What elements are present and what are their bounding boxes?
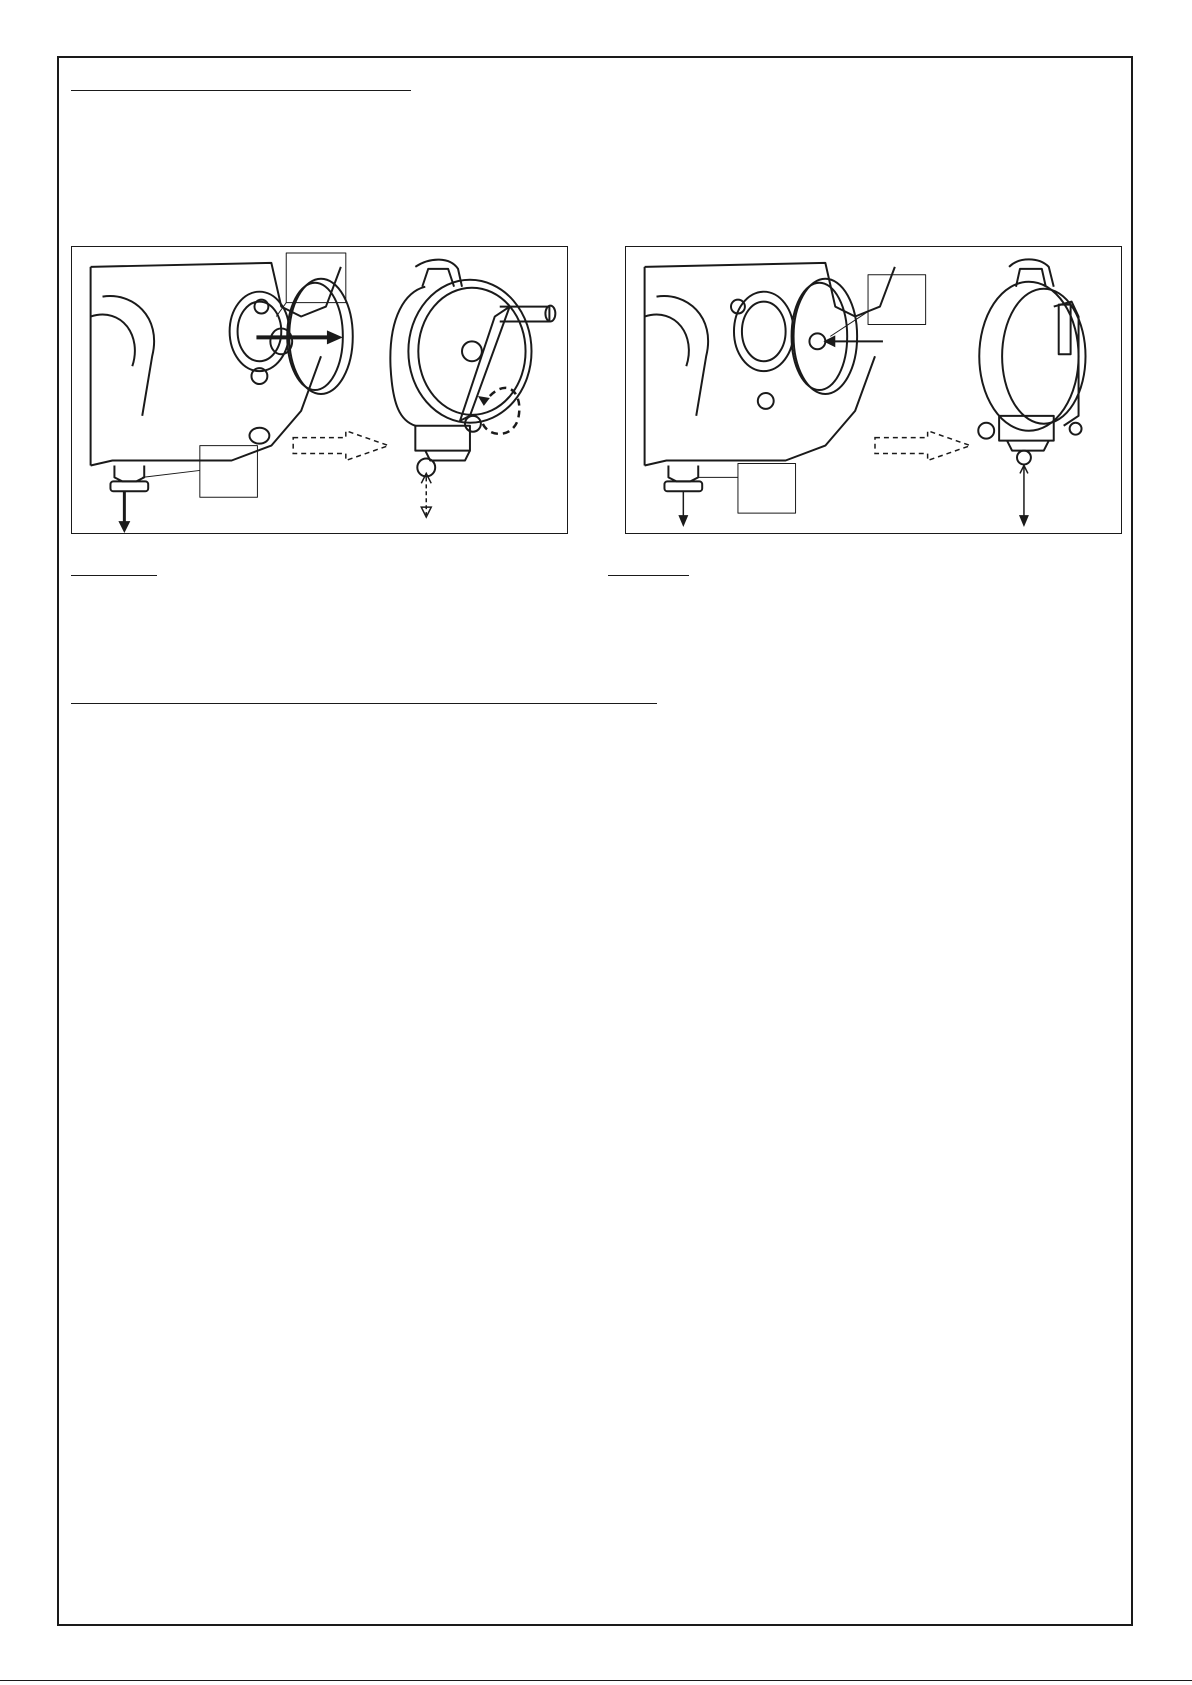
figure-right (625, 246, 1122, 534)
section-heading-2-underline (71, 703, 657, 704)
caption-right-underline (608, 575, 689, 576)
figure-left (71, 246, 568, 534)
caption-left-underline (71, 575, 157, 576)
page-bottom-edge (0, 1680, 1192, 1681)
winch-mounted-illustration (626, 247, 1121, 533)
section-heading-1-underline (71, 90, 411, 91)
winch-connection-illustration (72, 247, 567, 533)
